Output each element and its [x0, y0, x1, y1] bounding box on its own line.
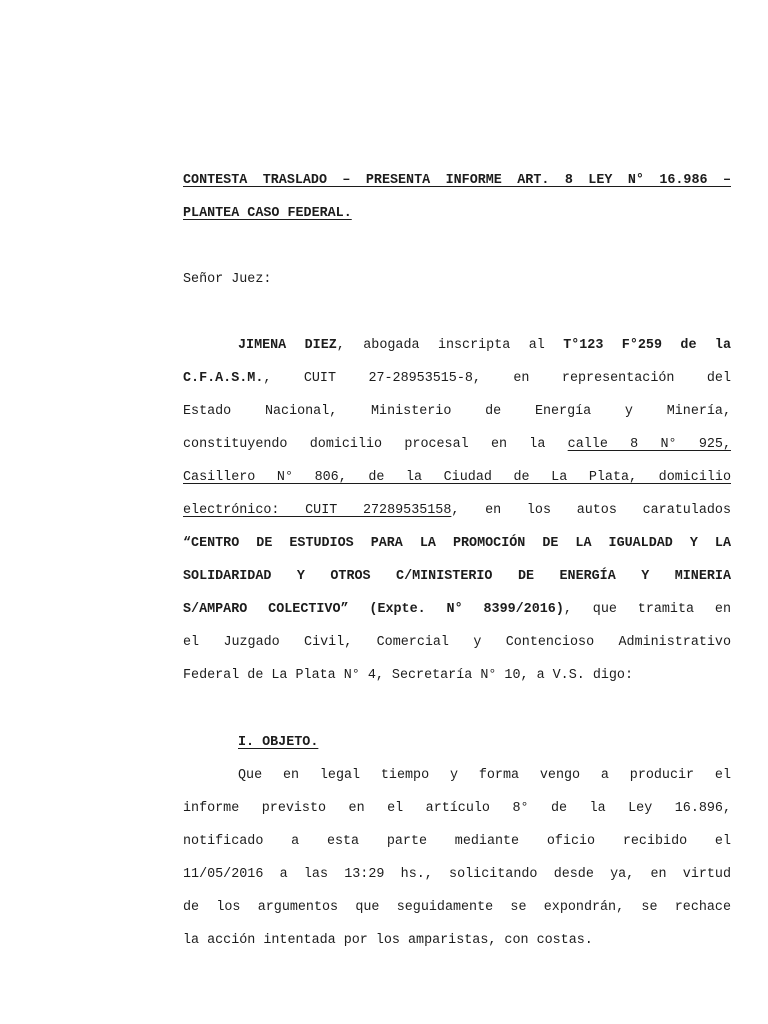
objeto-line-3: notificado a esta parte mediante oficio recibido el — [183, 834, 731, 849]
intro-line-8 — [183, 569, 731, 585]
salutation: Señor Juez: — [183, 272, 272, 287]
objeto-line-1: Que en legal tiempo y forma vengo a producir el — [238, 768, 731, 783]
document-title-line-1: CONTESTA TRASLADO – PRESENTA INFORME ART. 8 LEY N° 16.986 – — [183, 173, 731, 188]
intro-line-2: C.F.A.S.M., CUIT 27-28953515-8, en representación del — [183, 371, 731, 386]
objeto-line-5: de los argumentos que seguidamente se expondrán, se rechace — [183, 900, 731, 915]
intro-line-7 — [183, 536, 731, 552]
document-title-line-2: PLANTEA CASO FEDERAL. — [183, 206, 352, 221]
objeto-line-2: informe previsto en el artículo 8° de la Ley 16.896, — [183, 801, 731, 816]
intro-line-11: Federal de La Plata N° 4, Secretaría N° 10, a V.S. digo: — [183, 668, 633, 683]
procedural-address: calle 8 N° 925, — [567, 437, 731, 452]
case-caption: “CENTRO DE ESTUDIOS PARA LA PROMOCIÓN DE LA IGUALDAD Y LA — [183, 536, 731, 551]
bar-association: C.F.A.S.M. — [183, 371, 264, 386]
intro-line-1: JIMENA DIEZ, abogada inscripta al T°123 F°259 de la — [238, 338, 731, 353]
registration-number: T°123 F°259 de la — [563, 338, 731, 353]
intro-line-9: S/AMPARO COLECTIVO” (Expte. N° 8399/2016), que tramita en — [183, 602, 731, 617]
section-heading-objeto: I. OBJETO. — [238, 735, 319, 750]
intro-line-3: Estado Nacional, Ministerio de Energía y Minería, — [183, 404, 731, 419]
intro-line-6: electrónico: CUIT 27289535158, en los autos caratulados — [183, 503, 731, 518]
electronic-address: electrónico: CUIT 27289535158 — [183, 503, 452, 518]
objeto-line-4: 11/05/2016 a las 13:29 hs., solicitando desde ya, en virtud — [183, 867, 731, 882]
intro-line-10: el Juzgado Civil, Comercial y Contencioso Administrativo — [183, 635, 731, 650]
intro-line-4: constituyendo domicilio procesal en la calle 8 N° 925, — [183, 437, 731, 452]
attorney-name: JIMENA DIEZ — [238, 338, 337, 353]
case-caption-cont: SOLIDARIDAD Y OTROS C/MINISTERIO DE ENERGÍA Y MINERIA — [183, 569, 731, 584]
objeto-line-6: la acción intentada por los amparistas, con costas. — [183, 933, 593, 948]
procedural-address-cont: Casillero N° 806, de la Ciudad de La Plata, domicilio — [183, 470, 731, 485]
case-file-number: S/AMPARO COLECTIVO” (Expte. N° 8399/2016) — [183, 602, 564, 617]
intro-line-5 — [183, 470, 731, 486]
